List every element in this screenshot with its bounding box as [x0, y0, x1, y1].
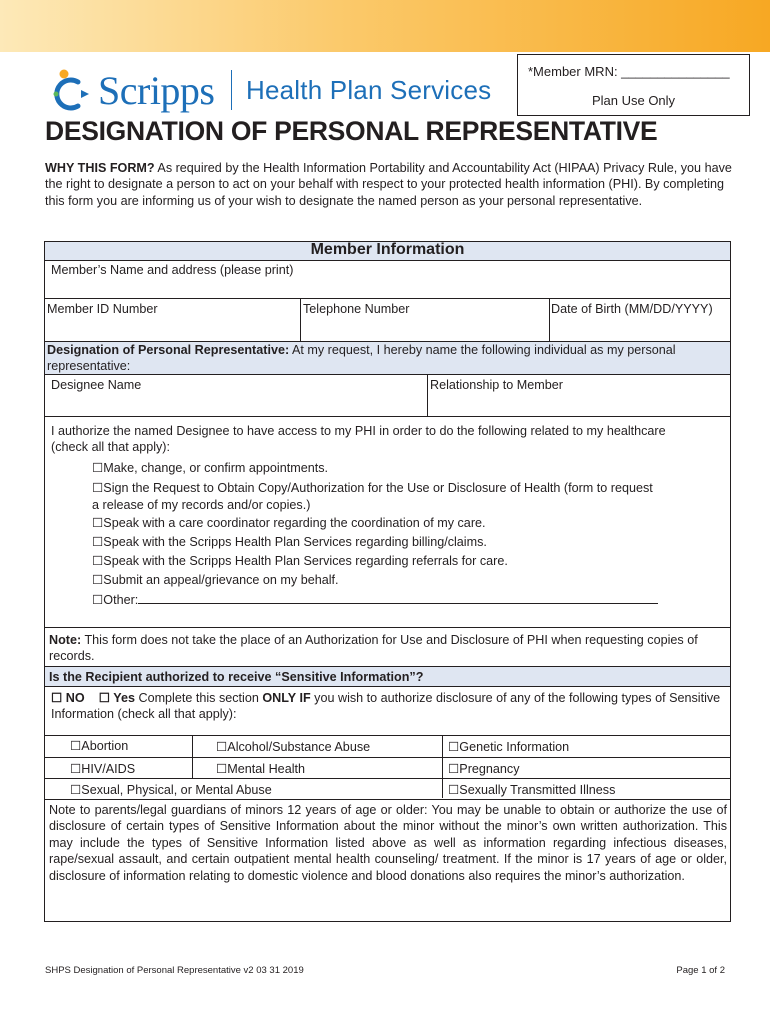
rule [45, 757, 730, 758]
why-this-form-paragraph [45, 160, 735, 209]
option-care-coordinator[interactable]: ☐Speak with a care coordinator regarding the coordination of my care. [92, 516, 486, 530]
sensitive-consent [51, 690, 727, 723]
sensitive-no-checkbox[interactable]: ☐ NO [51, 691, 85, 705]
sensitive-yes-checkbox[interactable]: ☐ Yes [98, 691, 135, 705]
footer-page-number: Page 1 of 2 [676, 965, 725, 976]
minor-note: Note to parents/legal guardians of minors 12 years of age or older: You may be unable to obtain or authorize the use of disclosure of certain types of Sensitive Information about the minor without the minor’s own written authorization. This may include the types of Sensitive Information listed above as well as information regarding infectious diseases, rape/sexual assault, and certain outpatient mental health counseling/ treatment. If the minor is 17 years of age or older, disclosure of information relating to domestic violence and blood donations also requires the minor’s authorization. [49, 803, 727, 883]
designee-name-field[interactable]: Designee Name [51, 378, 142, 392]
sensitive-genetic[interactable]: ☐Genetic Information [448, 740, 570, 754]
footer-form-id: SHPS Designation of Personal Representative v2 03 31 2019 [45, 965, 304, 976]
scripps-logo [52, 64, 491, 116]
rule [549, 298, 550, 341]
rule [45, 799, 730, 800]
rule [427, 374, 428, 416]
why-lead: WHY THIS FORM? [45, 161, 155, 175]
member-info-title: Member Information [310, 241, 465, 258]
date-of-birth-field[interactable]: Date of Birth (MM/DD/YYYY) [551, 302, 713, 316]
rule [45, 686, 730, 687]
scripps-logo-icon [52, 68, 92, 112]
option-referrals[interactable]: ☐Speak with the Scripps Health Plan Services regarding referrals for care. [92, 554, 508, 568]
sensitive-mental-health[interactable]: ☐Mental Health [216, 762, 305, 776]
rule [45, 416, 730, 417]
option-appointments[interactable]: ☐Make, change, or confirm appointments. [92, 461, 328, 475]
telephone-field[interactable]: Telephone Number [303, 302, 410, 316]
rule [442, 735, 443, 798]
designation-statement [47, 342, 729, 375]
option-appeal[interactable]: ☐Submit an appeal/grievance on my behalf. [92, 573, 339, 587]
rule [45, 778, 730, 779]
form-title: DESIGNATION OF PERSONAL REPRESENTATIVE [45, 116, 658, 146]
option-sign-request-cont: a release of my records and/or copies.) [92, 498, 311, 512]
yes-text-c: you wish to authorize disclosure of any of the following types of Sensitive Information (check all that apply): [51, 691, 721, 722]
logo-word: Scripps [98, 67, 215, 113]
rule [45, 298, 730, 299]
option-other-label: ☐Other: [92, 593, 139, 607]
sensitive-abortion[interactable]: ☐Abortion [70, 739, 129, 753]
sensitive-sti[interactable]: ☐Sexually Transmitted Illness [448, 783, 616, 797]
plan-use-only-label: Plan Use Only [591, 93, 676, 108]
yes-text-b: ONLY IF [262, 691, 311, 705]
other-input-line[interactable] [138, 591, 658, 604]
logo-divider [231, 70, 233, 110]
sensitive-abuse[interactable]: ☐Sexual, Physical, or Mental Abuse [70, 783, 272, 797]
rule [45, 374, 730, 375]
member-info-band [45, 242, 730, 260]
relationship-field[interactable]: Relationship to Member [430, 378, 563, 392]
member-name-field[interactable]: Member’s Name and address (please print) [51, 263, 294, 277]
header-color-band [0, 0, 770, 52]
why-text: As required by the Health Information Portability and Accountability Act (HIPAA) Privacy Rule, you have the right to designate a person to act on your behalf with respect to your protected health information (PHI). By completing this form you are informing us of your wish to designate the named person as your personal representative. [45, 161, 732, 208]
rule [300, 298, 301, 341]
sensitive-pregnancy[interactable]: ☐Pregnancy [448, 762, 520, 776]
note-text: This form does not take the place of an Authorization for Use and Disclosure of PHI when requesting copies of records. [49, 633, 698, 664]
option-billing-claims[interactable]: ☐Speak with the Scripps Health Plan Services regarding billing/claims. [92, 535, 487, 549]
yes-text-a: Complete this section [134, 691, 263, 705]
mrn-box [517, 54, 750, 116]
form-table [44, 241, 731, 922]
rule [45, 735, 730, 736]
designation-text: At my request, I hereby name the following individual as my personal representative: [47, 343, 676, 374]
authorize-intro: I authorize the named Designee to have access to my PHI in order to do the following related to my healthcare (check all that apply): [51, 424, 666, 455]
designation-lead: Designation of Personal Representative: [47, 343, 290, 357]
option-sign-request[interactable]: ☐Sign the Request to Obtain Copy/Authorization for the Use or Disclosure of Health (form to request [92, 481, 653, 495]
member-mrn-field[interactable]: *Member MRN: _______________ [528, 64, 730, 79]
sensitive-hiv[interactable]: ☐HIV/AIDS [70, 762, 136, 776]
note-paragraph [49, 632, 727, 665]
rule [45, 260, 730, 261]
sensitive-alcohol[interactable]: ☐Alcohol/Substance Abuse [216, 740, 371, 754]
member-id-field[interactable]: Member ID Number [47, 302, 158, 316]
note-lead: Note: [49, 633, 82, 647]
sensitive-question: Is the Recipient authorized to receive “Sensitive Information”? [49, 670, 424, 684]
option-other[interactable] [92, 591, 658, 608]
logo-subtitle: Health Plan Services [246, 74, 492, 105]
rule [45, 627, 730, 628]
